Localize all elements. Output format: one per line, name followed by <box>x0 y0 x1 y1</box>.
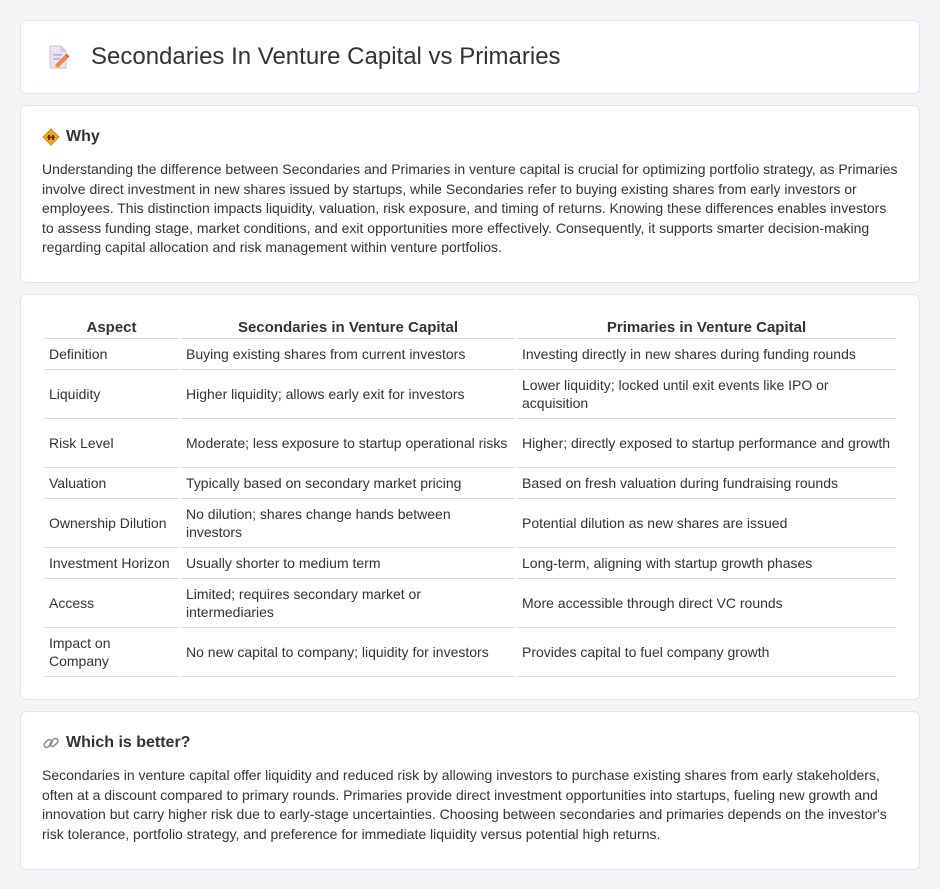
secondaries-cell: No new capital to company; liquidity for investors <box>181 628 515 677</box>
primaries-cell: Higher; directly exposed to startup performance and growth <box>517 419 896 468</box>
header-primaries: Primaries in Venture Capital <box>517 315 896 339</box>
secondaries-cell: Typically based on secondary market pricing <box>181 468 515 499</box>
aspect-cell: Access <box>44 579 179 628</box>
secondaries-cell: Limited; requires secondary market or intermediaries <box>181 579 515 628</box>
primaries-cell: Based on fresh valuation during fundraising rounds <box>517 468 896 499</box>
primaries-cell: Long-term, aligning with startup growth phases <box>517 548 896 579</box>
why-section <box>20 105 920 283</box>
aspect-cell: Liquidity <box>44 370 179 419</box>
table-row <box>44 468 896 499</box>
secondaries-cell: Usually shorter to medium term <box>181 548 515 579</box>
primaries-cell: Potential dilution as new shares are issued <box>517 499 896 548</box>
table-header-row <box>44 315 896 339</box>
link-icon <box>42 734 60 752</box>
why-text: Understanding the difference between Secondaries and Primaries in venture capital is crucial for optimizing portfolio strategy, as Primaries involve direct investment in new shares issued by startups, while Secondaries refer to buying existing shares from early investors or employees. This distinction impacts liquidity, valuation, risk exposure, and timing of returns. Knowing these differences enables investors to assess funding stage, market conditions, and exit opportunities more effectively. Consequently, it supports smarter decision-making regarding capital allocation and risk management within venture portfolios. <box>42 161 898 255</box>
table-row <box>44 339 896 370</box>
comparison-card <box>20 294 920 700</box>
table-row <box>44 419 896 468</box>
which-better-heading: Which is better? <box>66 734 191 751</box>
primaries-cell: Lower liquidity; locked until exit events like IPO or acquisition <box>517 370 896 419</box>
primaries-cell: Investing directly in new shares during funding rounds <box>517 339 896 370</box>
table-row <box>44 499 896 548</box>
document-pen-icon <box>45 44 71 70</box>
comparison-table <box>42 315 898 677</box>
secondaries-cell: No dilution; shares change hands between investors <box>181 499 515 548</box>
header-aspect: Aspect <box>44 315 179 339</box>
aspect-cell: Investment Horizon <box>44 548 179 579</box>
secondaries-cell: Higher liquidity; allows early exit for investors <box>181 370 515 419</box>
aspect-cell: Valuation <box>44 468 179 499</box>
secondaries-cell: Moderate; less exposure to startup operational risks <box>181 419 515 468</box>
primaries-cell: Provides capital to fuel company growth <box>517 628 896 677</box>
table-row <box>44 628 896 677</box>
table-row <box>44 370 896 419</box>
which-better-text: Secondaries in venture capital offer liquidity and reduced risk by allowing investors to purchase existing shares from early stakeholders, often at a discount compared to primary rounds. Primaries provide direct investment opportunities into startups, fueling new growth and innovation but carry higher risk due to early-stage uncertainties. Choosing between secondaries and primaries depends on the investor's risk tolerance, portfolio strategy, and preference for immediate liquidity versus potential high returns. <box>42 767 887 842</box>
title-card <box>20 20 920 94</box>
aspect-cell: Impact on Company <box>44 628 179 677</box>
aspect-cell: Definition <box>44 339 179 370</box>
aspect-cell: Risk Level <box>44 419 179 468</box>
header-secondaries: Secondaries in Venture Capital <box>181 315 515 339</box>
page-title: Secondaries In Venture Capital vs Primaries <box>91 43 561 70</box>
which-better-section <box>20 711 920 870</box>
table-row <box>44 548 896 579</box>
diamond-sign-icon <box>42 128 60 146</box>
why-heading: Why <box>66 128 100 145</box>
primaries-cell: More accessible through direct VC rounds <box>517 579 896 628</box>
table-row <box>44 579 896 628</box>
secondaries-cell: Buying existing shares from current investors <box>181 339 515 370</box>
aspect-cell: Ownership Dilution <box>44 499 179 548</box>
